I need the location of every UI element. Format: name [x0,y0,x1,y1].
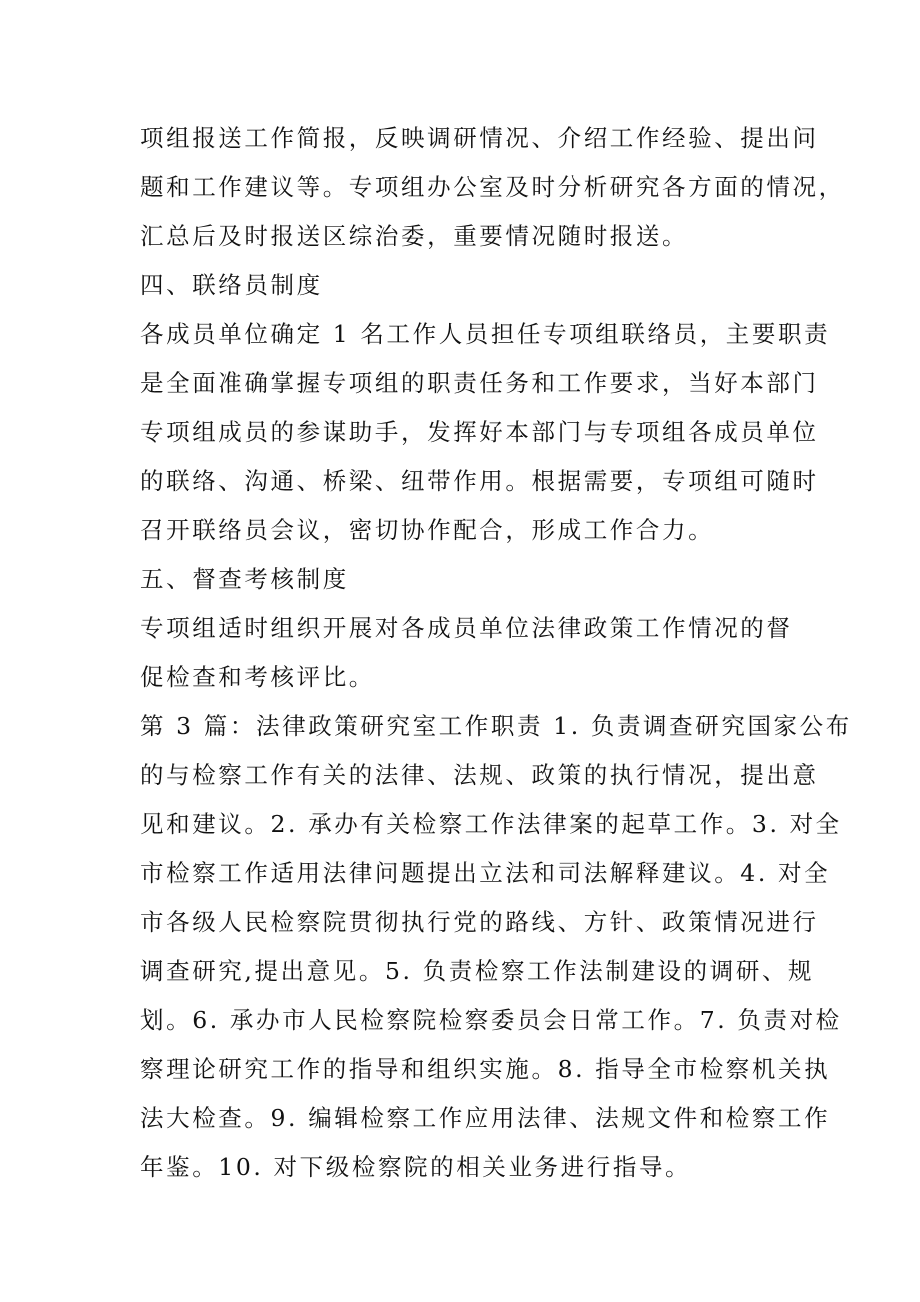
text-line: 见和建议。2. 承办有关检察工作法律案的起草工作。3. 对全 [140,810,842,838]
text-line: 项组报送工作简报，反映调研情况、介绍工作经验、提出问 [140,124,819,152]
text-line: 的与检察工作有关的法律、法规、政策的执行情况，提出意 [140,761,819,789]
section-heading-5: 五、督查考核制度 [140,565,349,593]
text-line: 促检查和考核评比。 [140,663,375,691]
text-line: 年鉴。10. 对下级检察院的相关业务进行指导。 [140,1153,692,1181]
text-line: 召开联络员会议，密切协作配合，形成工作合力。 [140,516,715,544]
text-line: 调查研究,提出意见。5. 负责检察工作法制建设的调研、规 [140,957,815,985]
text-line: 察理论研究工作的指导和组织实施。8. 指导全市检察机关执 [140,1055,831,1083]
text-line: 专项组成员的参谋助手，发挥好本部门与专项组各成员单位 [140,418,819,446]
text-line: 各成员单位确定 1 名工作人员担任专项组联络员，主要职责 [140,320,831,348]
text-line: 专项组适时组织开展对各成员单位法律政策工作情况的督 [140,614,793,642]
chapter-3-start-line: 第 3 篇：法律政策研究室工作职责 1. 负责调查研究国家公布 [140,712,852,740]
text-line: 市检察工作适用法律问题提出立法和司法解释建议。4. 对全 [140,859,831,887]
text-line: 汇总后及时报送区综治委，重要情况随时报送。 [140,222,689,250]
document-body [140,114,852,1192]
text-line: 划。6. 承办市人民检察院检察委员会日常工作。7. 负责对检 [140,1006,842,1034]
text-line: 题和工作建议等。专项组办公室及时分析研究各方面的情况， [140,173,845,201]
text-line: 是全面准确掌握专项组的职责任务和工作要求，当好本部门 [140,369,819,397]
text-line: 的联络、沟通、桥梁、纽带作用。根据需要，专项组可随时 [140,467,819,495]
text-line: 法大检查。9. 编辑检察工作应用法律、法规文件和检察工作 [140,1104,831,1132]
section-heading-4: 四、联络员制度 [140,271,323,299]
text-line: 市各级人民检察院贯彻执行党的路线、方针、政策情况进行 [140,908,819,936]
